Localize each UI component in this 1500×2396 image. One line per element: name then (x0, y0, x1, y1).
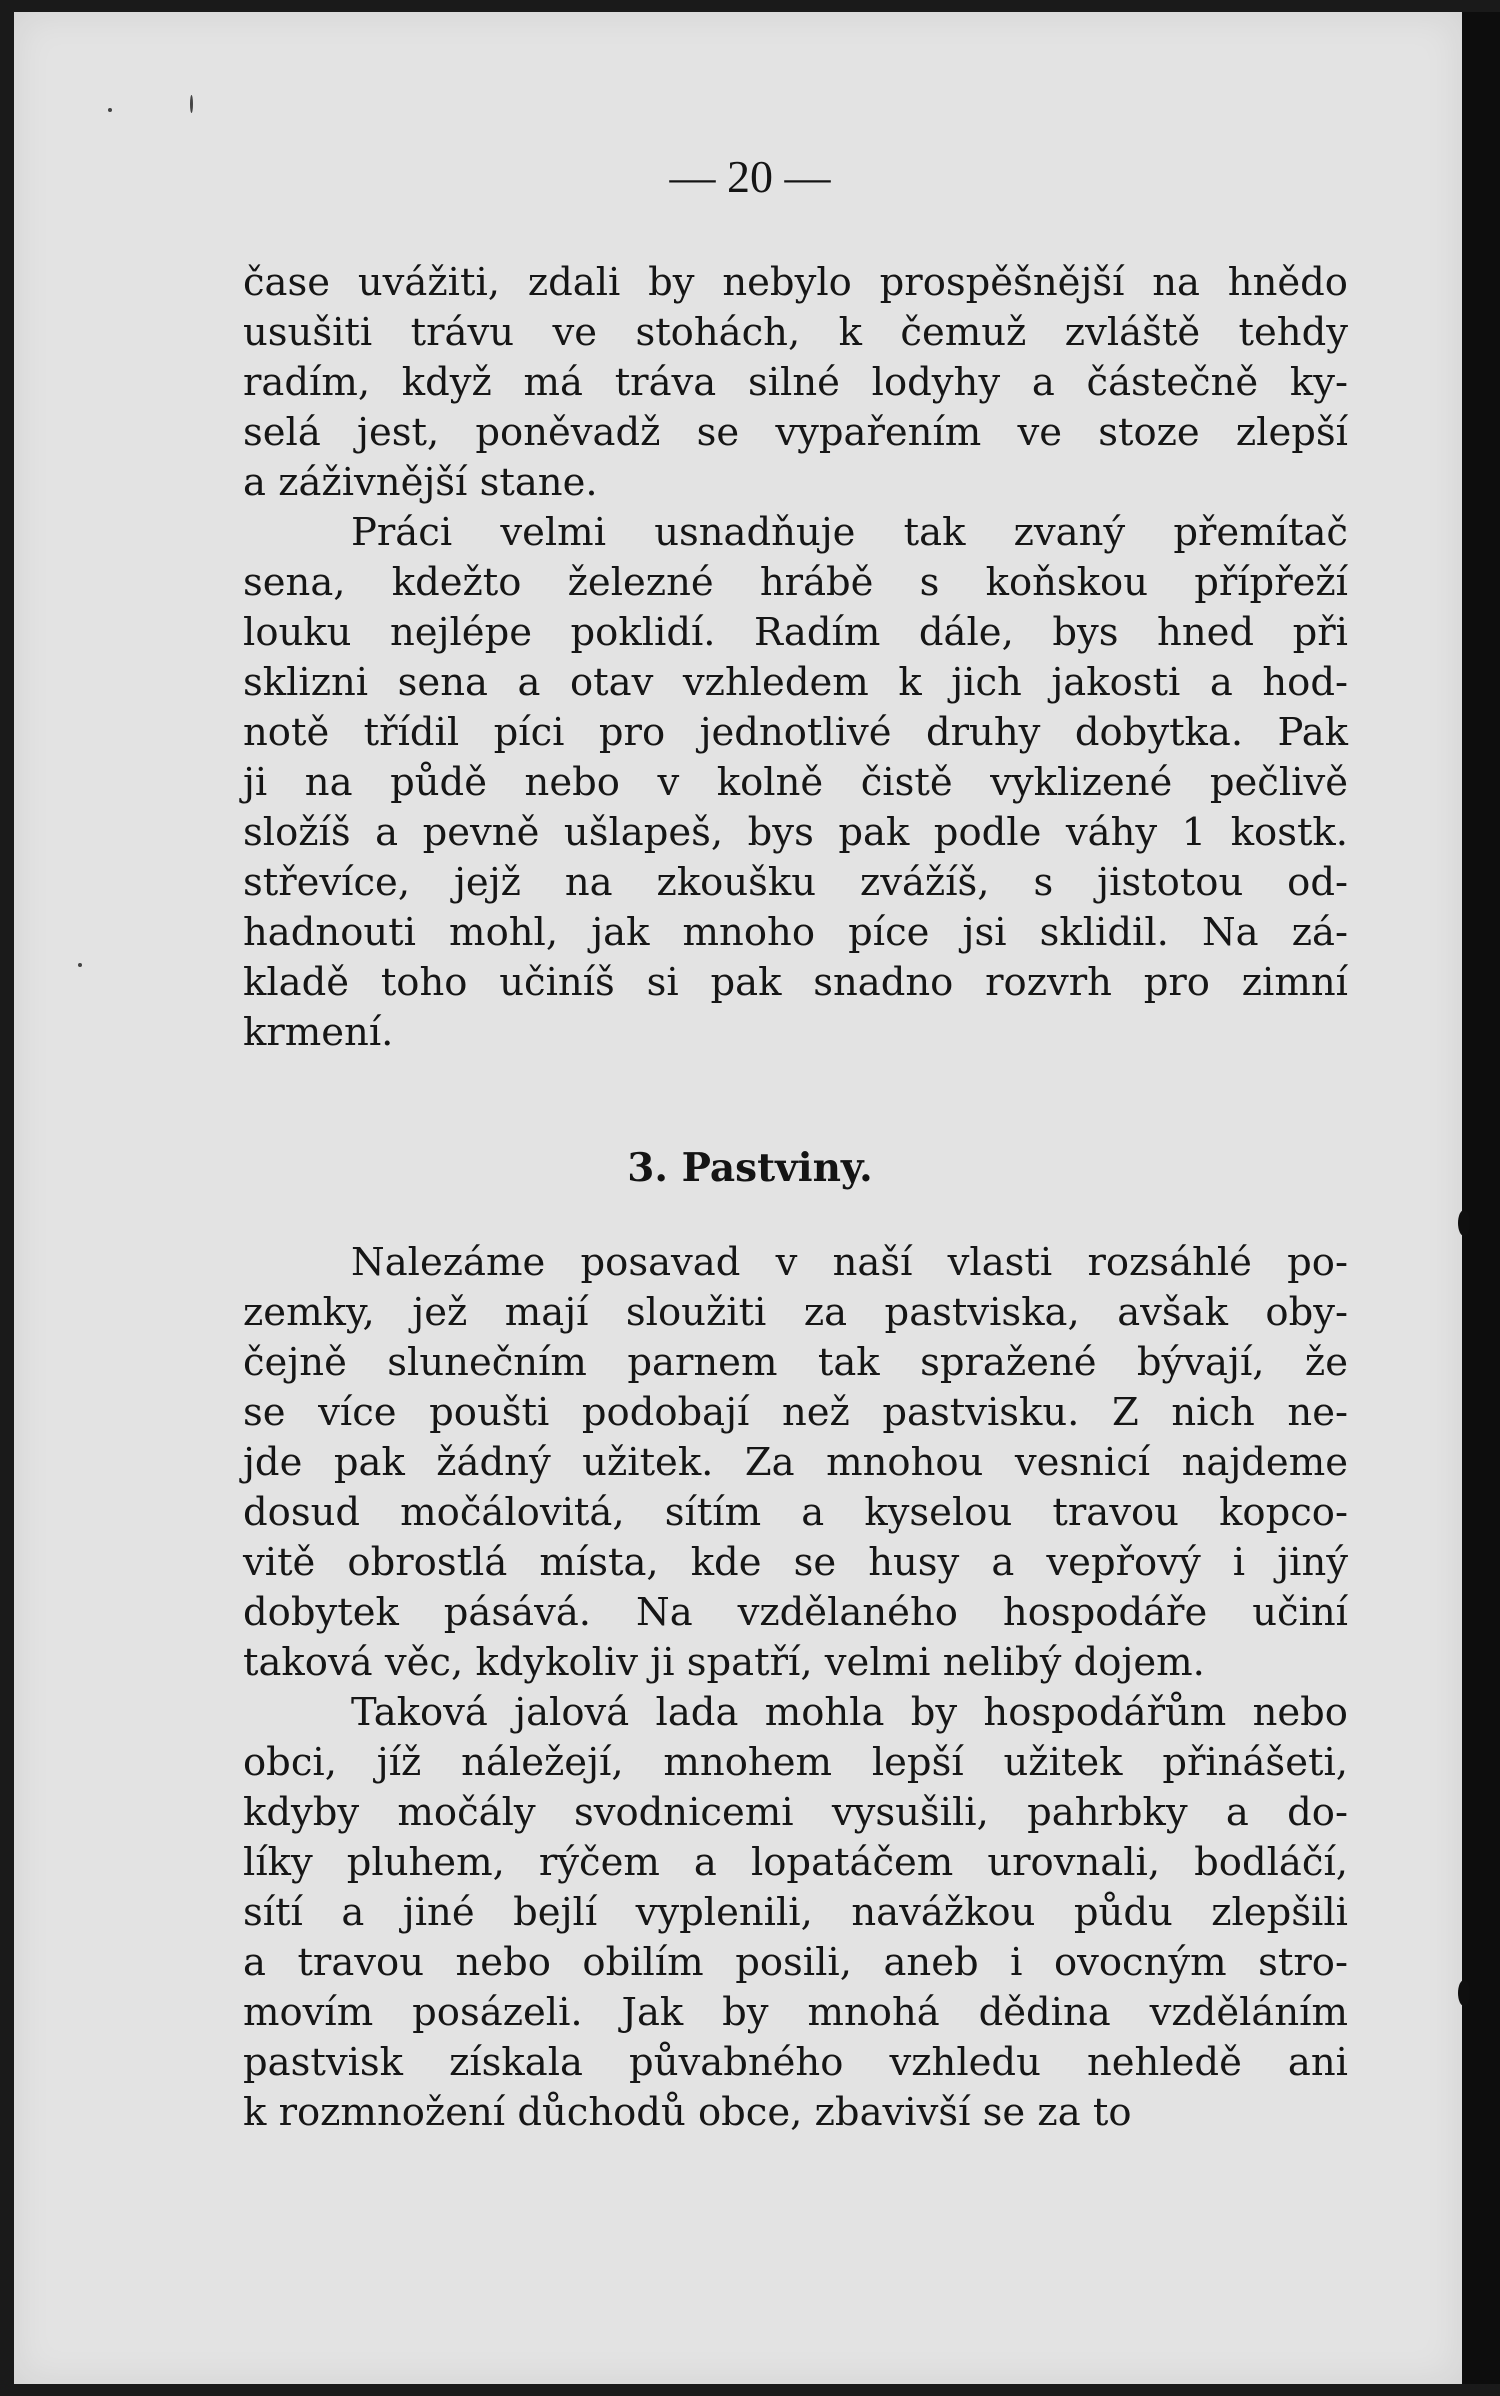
text-line: kdyby močály svodnicemi vysušili, pahrbky a do- (243, 1790, 1348, 1835)
text-line: jde pak žádný užitek. Za mnohou vesnicí najdeme (243, 1440, 1348, 1485)
section-heading: 3. Pastviny. (627, 1145, 873, 1191)
text-line: střevíce, jejž na zkoušku zvážíš, s jistotou od- (243, 860, 1348, 905)
text-line: Taková jalová lada mohla by hospodářům nebo (351, 1690, 1348, 1735)
paragraph (243, 1688, 1348, 2138)
text-line: usušiti trávu ve stohách, k čemuž zvláště tehdy (243, 310, 1348, 355)
text-line: obci, jíž náležejí, mnohem lepší užitek přinášeti, (243, 1740, 1348, 1785)
paper-speck (190, 95, 193, 113)
text-line: líky pluhem, rýčem a lopatáčem urovnali, bodláčí, (243, 1840, 1348, 1885)
text-line: a záživnější stane. (243, 460, 598, 505)
paragraph (243, 508, 1348, 1058)
text-line: zemky, jež mají sloužiti za pastviska, avšak oby- (243, 1290, 1348, 1335)
text-line: Práci velmi usnadňuje tak zvaný přemítač (351, 510, 1348, 555)
text-line: se více poušti podobají než pastvisku. Z nich ne- (243, 1390, 1348, 1435)
text-line: Nalezáme posavad v naší vlasti rozsáhlé po- (351, 1240, 1348, 1285)
text-line: taková věc, kdykoliv ji spatří, velmi nelibý dojem. (243, 1640, 1205, 1685)
paper-speck (78, 963, 82, 967)
text-line: k rozmnožení důchodů obce, zbavivší se za to (243, 2090, 1132, 2135)
text-line: složíš a pevně ušlapeš, bys pak podle váhy 1 kostk. (243, 810, 1348, 855)
text-line: pastvisk získala půvabného vzhledu nehledě ani (243, 2040, 1348, 2085)
text-line: sklizni sena a otav vzhledem k jich jakosti a hod- (243, 660, 1348, 705)
text-line: sena, kdežto železné hrábě s koňskou přípřeží (243, 560, 1348, 605)
text-line: dosud močálovitá, sítím a kyselou travou kopco- (243, 1490, 1348, 1535)
text-line: čase uvážiti, zdali by nebylo prospěšnější na hnědo (243, 260, 1348, 305)
paragraph (243, 1238, 1348, 1688)
binding-mark (1458, 1980, 1470, 2006)
binding-mark (1458, 1210, 1470, 1236)
text-line: vitě obrostlá místa, kde se husy a vepřový i jiný (243, 1540, 1348, 1585)
text-block-bottom (243, 1238, 1348, 2138)
text-line: hadnouti mohl, jak mnoho píce jsi sklidil. Na zá- (243, 910, 1348, 955)
text-line: dobytek pásává. Na vzdělaného hospodáře učiní (243, 1590, 1348, 1635)
text-line: kladě toho učiníš si pak snadno rozvrh pro zimní (243, 960, 1348, 1005)
page-edge-shadow (1462, 12, 1500, 2384)
text-block-top (243, 258, 1348, 1058)
paper-speck (108, 108, 112, 112)
text-line: a travou nebo obilím posili, aneb i ovocným stro- (243, 1940, 1348, 1985)
text-line: ji na půdě nebo v kolně čistě vyklizené pečlivě (243, 760, 1348, 805)
text-line: sítí a jiné bejlí vyplenili, navážkou půdu zlepšili (243, 1890, 1348, 1935)
page-number: — 20 — (669, 151, 831, 202)
text-line: čejně slunečním parnem tak spražené bývají, že (243, 1340, 1348, 1385)
text-line: movím posázeli. Jak by mnohá dědina vzděláním (243, 1990, 1348, 2035)
text-line: louku nejlépe poklidí. Radím dále, bys hned při (243, 610, 1348, 655)
paragraph (243, 258, 1348, 508)
text-line: notě třídil píci pro jednotlivé druhy dobytka. Pak (243, 710, 1348, 755)
text-line: radím, když má tráva silné lodyhy a částečně ky- (243, 360, 1348, 405)
text-line: selá jest, poněvadž se vypařením ve stoze zlepší (243, 410, 1348, 455)
text-line: krmení. (243, 1010, 394, 1055)
